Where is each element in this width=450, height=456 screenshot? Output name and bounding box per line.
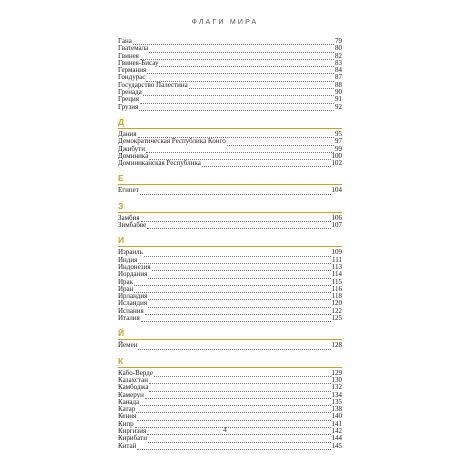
toc-entry[interactable]	[118, 308, 342, 315]
entry-page-number: 118	[331, 292, 342, 301]
toc-entry[interactable]	[118, 264, 342, 271]
section-letter: Й	[118, 328, 342, 340]
entry-page-number: 80	[335, 44, 342, 53]
entry-page-number: 88	[335, 80, 342, 89]
section-letter: З	[118, 201, 342, 213]
entry-country-name: Джибути	[118, 144, 145, 153]
table-of-contents	[118, 38, 342, 456]
toc-entry[interactable]	[118, 60, 342, 67]
toc-entry[interactable]	[118, 392, 342, 399]
dot-leader	[148, 294, 330, 300]
dot-leader	[147, 68, 334, 74]
running-head: ФЛАГИ МИРА	[191, 19, 259, 26]
page-number: 4	[223, 425, 227, 434]
entry-country-name: Грузия	[118, 102, 139, 111]
toc-entry[interactable]	[118, 89, 342, 96]
toc-entry[interactable]	[118, 279, 342, 286]
entry-country-name: Кипр	[118, 419, 134, 428]
toc-entry[interactable]	[118, 293, 342, 300]
entry-page-number: 130	[331, 375, 342, 384]
dot-leader	[146, 147, 334, 153]
entry-page-number: 122	[331, 306, 342, 315]
entry-country-name: Германия	[118, 66, 147, 75]
entry-country-name: Греция	[118, 95, 139, 104]
toc-section	[118, 328, 342, 349]
entry-country-name: Исландия	[118, 299, 148, 308]
entry-page-number: 129	[331, 368, 342, 377]
entry-country-name: Гвинея	[118, 51, 139, 60]
toc-entry[interactable]	[118, 443, 342, 450]
entry-country-name: Киргизия	[118, 426, 147, 435]
entry-country-name: Государство Палестина	[118, 80, 188, 89]
entry-country-name: Испания	[118, 306, 144, 315]
toc-entry[interactable]	[118, 67, 342, 74]
dot-leader	[140, 54, 334, 60]
toc-entry[interactable]	[118, 215, 342, 222]
entry-country-name: Индонезия	[118, 262, 151, 271]
toc-entry[interactable]	[118, 271, 342, 278]
entry-page-number: 145	[331, 441, 342, 450]
toc-entry[interactable]	[118, 377, 342, 384]
dot-leader	[143, 90, 334, 96]
entry-country-name: Казахстан	[118, 375, 148, 384]
entry-country-name: Гренада	[118, 88, 142, 97]
dot-leader	[149, 47, 334, 53]
entry-page-number: 106	[331, 213, 342, 222]
entry-country-name: Кирибати	[118, 434, 147, 443]
entry-country-name: Иран	[118, 284, 134, 293]
entry-country-name: Доминика	[118, 151, 149, 160]
toc-entry[interactable]	[118, 413, 342, 420]
entry-country-name: Камерун	[118, 390, 144, 399]
toc-entry[interactable]	[118, 435, 342, 442]
section-letter: Д	[118, 117, 342, 129]
entry-page-number: 97	[335, 137, 342, 146]
entry-page-number: 92	[335, 102, 342, 111]
toc-entry[interactable]	[118, 370, 342, 377]
entry-page-number: 100	[331, 151, 342, 160]
entry-page-number: 99	[335, 144, 342, 153]
dot-leader	[202, 161, 331, 167]
entry-page-number: 90	[335, 88, 342, 97]
toc-entry[interactable]	[118, 138, 342, 145]
dot-leader	[148, 273, 330, 279]
entry-country-name: Кабо-Верде	[118, 368, 153, 377]
toc-section	[118, 235, 342, 322]
dot-leader	[141, 316, 331, 322]
entry-country-name: Гвинея-Бисау	[118, 58, 159, 67]
dot-leader	[139, 105, 334, 111]
toc-entry[interactable]	[118, 249, 342, 256]
toc-section	[118, 201, 342, 230]
dot-leader	[149, 386, 330, 392]
entry-country-name: Ирландия	[118, 292, 148, 301]
dot-leader	[133, 39, 334, 45]
entry-country-name: Индия	[118, 255, 138, 264]
entry-page-number: 83	[335, 58, 342, 67]
entry-page-number: 125	[331, 314, 342, 323]
toc-entry[interactable]	[118, 399, 342, 406]
entry-country-name: Кения	[118, 412, 137, 421]
toc-entry[interactable]	[118, 342, 342, 349]
toc-entry[interactable]	[118, 45, 342, 52]
entry-country-name: Китай	[118, 441, 137, 450]
entry-page-number: 128	[331, 341, 342, 350]
toc-entry[interactable]	[118, 222, 342, 229]
entry-page-number: 84	[335, 66, 342, 75]
toc-entry[interactable]	[118, 82, 342, 89]
dot-leader	[140, 189, 331, 195]
dot-leader	[140, 98, 334, 104]
dot-leader	[134, 280, 331, 286]
toc-section	[118, 38, 342, 111]
dot-leader	[227, 140, 334, 146]
entry-country-name: Иордания	[118, 270, 148, 279]
dot-leader	[149, 378, 331, 384]
entry-page-number: 111	[332, 255, 342, 264]
entry-country-name: Италия	[118, 314, 140, 323]
entry-country-name: Зимбабве	[118, 221, 147, 230]
entry-page-number: 95	[335, 129, 342, 138]
toc-entry[interactable]	[118, 286, 342, 293]
toc-entry[interactable]	[118, 257, 342, 264]
dot-leader	[134, 287, 330, 293]
dot-leader	[136, 407, 330, 413]
section-letter: Е	[118, 173, 342, 185]
toc-entry[interactable]	[118, 38, 342, 45]
entry-country-name: Замбия	[118, 213, 140, 222]
entry-page-number: 102	[331, 159, 342, 168]
entry-page-number: 144	[331, 434, 342, 443]
entry-page-number: 142	[331, 426, 342, 435]
entry-country-name: Доминиканская Республика	[118, 159, 201, 168]
entry-page-number: 140	[331, 412, 342, 421]
dot-leader	[145, 393, 331, 399]
entry-page-number: 107	[331, 221, 342, 230]
entry-page-number: 91	[335, 95, 342, 104]
entry-page-number: 141	[331, 419, 342, 428]
dot-leader	[154, 371, 331, 377]
entry-country-name: Дания	[118, 129, 137, 138]
entry-page-number: 114	[331, 270, 342, 279]
toc-entry[interactable]	[118, 315, 342, 322]
entry-page-number: 135	[331, 397, 342, 406]
toc-entry[interactable]	[118, 160, 342, 167]
entry-country-name: Израиль	[118, 248, 143, 257]
section-letter: И	[118, 235, 342, 247]
entry-country-name: Ирак	[118, 277, 134, 286]
entry-country-name: Катар	[118, 405, 136, 414]
toc-entry[interactable]	[118, 96, 342, 103]
entry-page-number: 104	[331, 186, 342, 195]
entry-country-name: Канада	[118, 397, 140, 406]
dot-leader	[189, 83, 334, 89]
section-letter: К	[118, 356, 342, 368]
entry-page-number: 120	[331, 299, 342, 308]
entry-country-name: Гана	[118, 37, 132, 45]
entry-country-name: Демократическая Республика Конго	[118, 137, 226, 146]
dot-leader	[140, 400, 330, 406]
toc-entry[interactable]	[118, 300, 342, 307]
dot-leader	[148, 302, 330, 308]
entry-page-number: 116	[331, 284, 342, 293]
dot-leader	[144, 251, 331, 257]
toc-section	[118, 173, 342, 194]
entry-page-number: 134	[331, 390, 342, 399]
entry-page-number: 138	[331, 405, 342, 414]
dot-leader	[137, 415, 330, 421]
dot-leader	[138, 344, 330, 350]
entry-page-number: 109	[331, 248, 342, 257]
entry-page-number: 113	[331, 262, 342, 271]
dot-leader	[137, 444, 330, 450]
entry-page-number: 87	[335, 73, 342, 82]
entry-country-name: Йемен	[118, 341, 138, 350]
dot-leader	[148, 437, 331, 443]
entry-country-name: Египет	[118, 186, 139, 195]
entry-page-number: 79	[335, 37, 342, 45]
toc-section	[118, 356, 342, 450]
dot-leader	[141, 216, 331, 222]
toc-section	[118, 117, 342, 167]
entry-page-number: 82	[335, 51, 342, 60]
dot-leader	[145, 309, 331, 315]
toc-entry[interactable]	[118, 384, 342, 391]
dot-leader	[152, 265, 331, 271]
toc-entry[interactable]	[118, 187, 342, 194]
toc-entry[interactable]	[118, 104, 342, 111]
entry-page-number: 115	[331, 277, 342, 286]
dot-leader	[147, 223, 330, 229]
toc-entry[interactable]	[118, 146, 342, 153]
entry-page-number: 132	[331, 383, 342, 392]
entry-country-name: Гондурас	[118, 73, 146, 82]
dot-leader	[138, 258, 331, 264]
toc-entry[interactable]	[118, 406, 342, 413]
entry-country-name: Камбоджа	[118, 383, 149, 392]
entry-country-name: Гватемала	[118, 44, 149, 53]
dot-leader	[159, 61, 334, 67]
